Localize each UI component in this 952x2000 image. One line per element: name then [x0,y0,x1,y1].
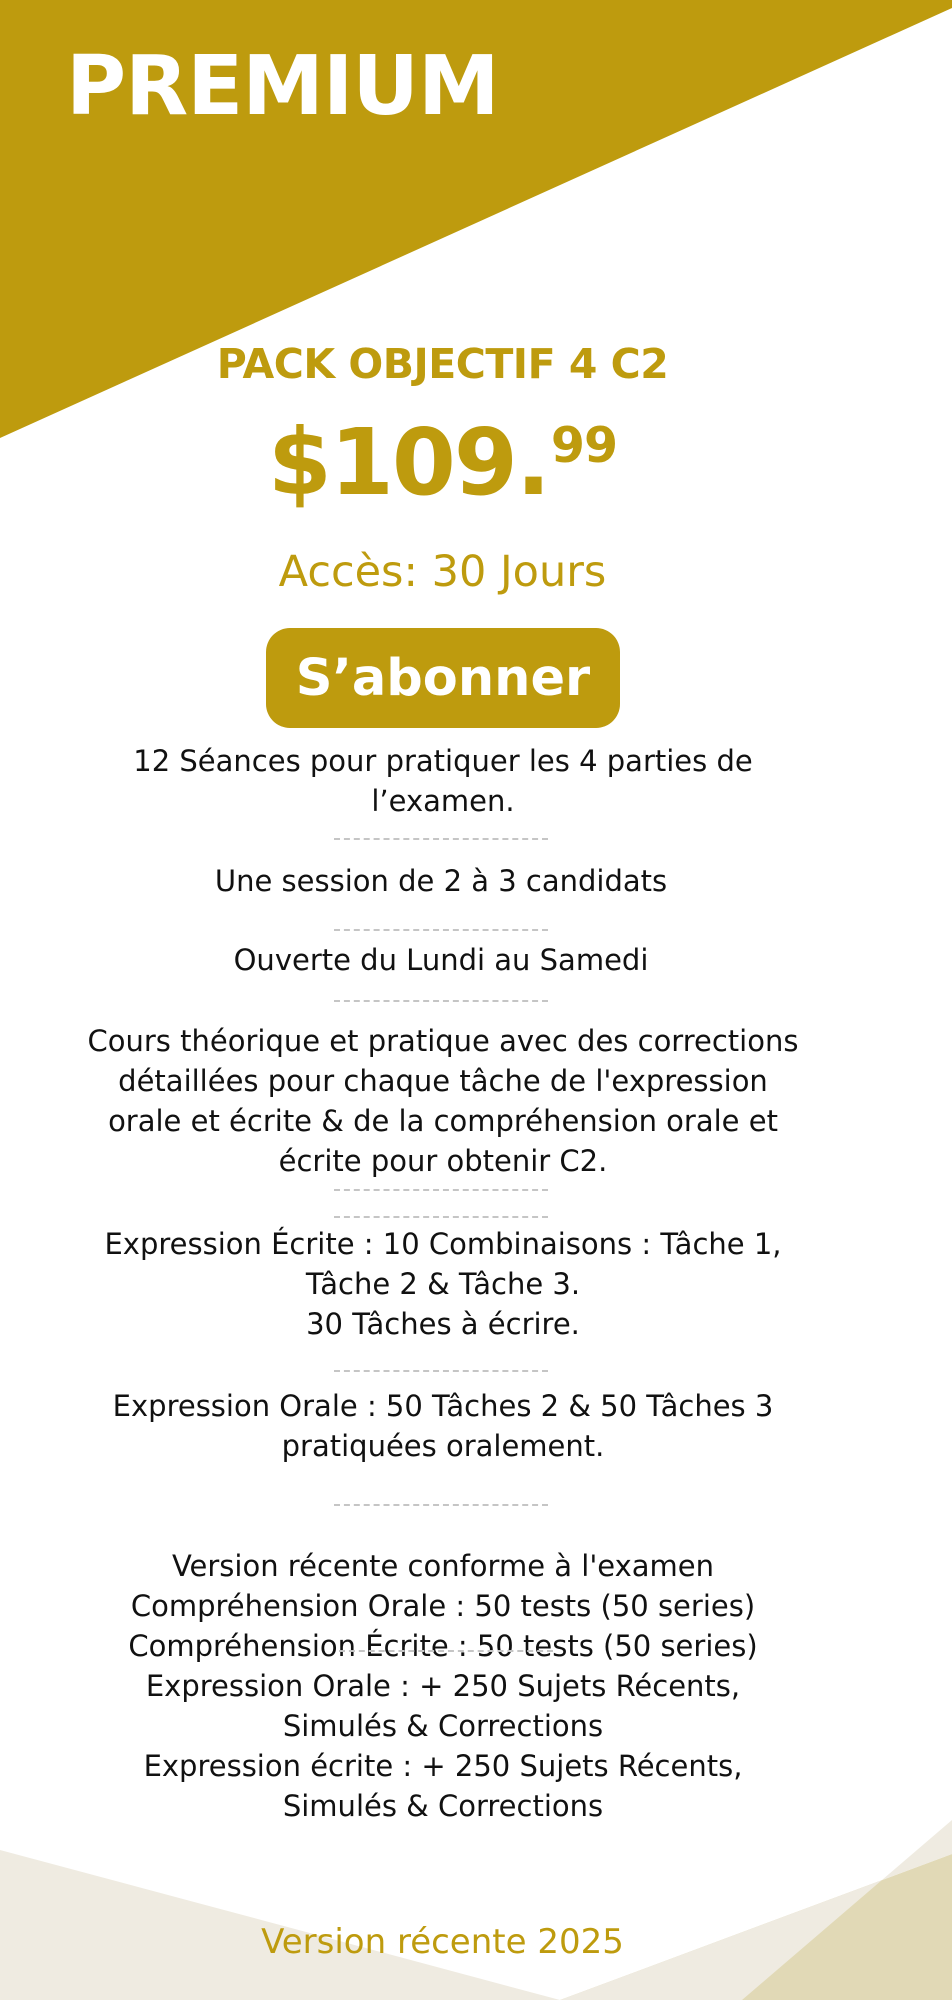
feature-summary-line: Simulés & Corrections [282,1709,604,1743]
feature-divider [334,1000,548,1002]
price-cents: 99 [550,417,618,474]
feature-divider [334,1504,548,1506]
feature-written-expression [70,1224,816,1344]
feature-content-summary [78,1546,808,1826]
feature-summary-line: Expression écrite : + 250 Sujets Récents, [143,1749,743,1783]
price-display [0,409,885,516]
premium-title: PREMIUM [66,39,499,134]
feature-divider [334,838,548,840]
feature-summary-line: Compréhension Écrite : 50 tests (50 series) [128,1629,758,1663]
access-duration: Accès: 30 Jours [278,547,607,597]
feature-session-size: Une session de 2 à 3 candidats [214,864,668,898]
pack-title: PACK OBJECTIF 4 C2 [216,340,669,388]
feature-divider [334,1189,548,1191]
feature-sessions-practice: 12 Séances pour pratiquer les 4 parties de l’examen. [133,744,753,818]
feature-summary-line: Expression Orale : + 250 Sujets Récents, [145,1669,741,1703]
feature-oral-expression: Expression Orale : 50 Tâches 2 & 50 Tâches 3 pratiquées oralement. [112,1389,774,1463]
feature-divider [339,1650,553,1652]
footer-version: Version récente 2025 [261,1922,624,1962]
feature-written-line: Tâche 2 & Tâche 3. [305,1267,581,1301]
feature-divider [334,929,548,931]
subscribe-button[interactable]: S’abonner [266,628,620,728]
feature-summary-line: Compréhension Orale : 50 tests (50 series) [130,1589,756,1623]
feature-written-line: Expression Écrite : 10 Combinaisons : Tâche 1, [104,1227,782,1261]
price-main: $109. [267,409,549,516]
feature-divider [334,1370,548,1372]
feature-course-corrections: Cours théorique et pratique avec des corrections détaillées pour chaque tâche de l'expression orale et écrite & de la compréhension orale et écrite pour obtenir C2. [87,1024,799,1178]
feature-divider [334,1216,548,1218]
feature-open-days: Ouverte du Lundi au Samedi [233,943,649,977]
feature-written-line: 30 Tâches à écrire. [306,1307,580,1341]
feature-summary-line: Version récente conforme à l'examen [171,1549,715,1583]
feature-summary-line: Simulés & Corrections [282,1789,604,1823]
